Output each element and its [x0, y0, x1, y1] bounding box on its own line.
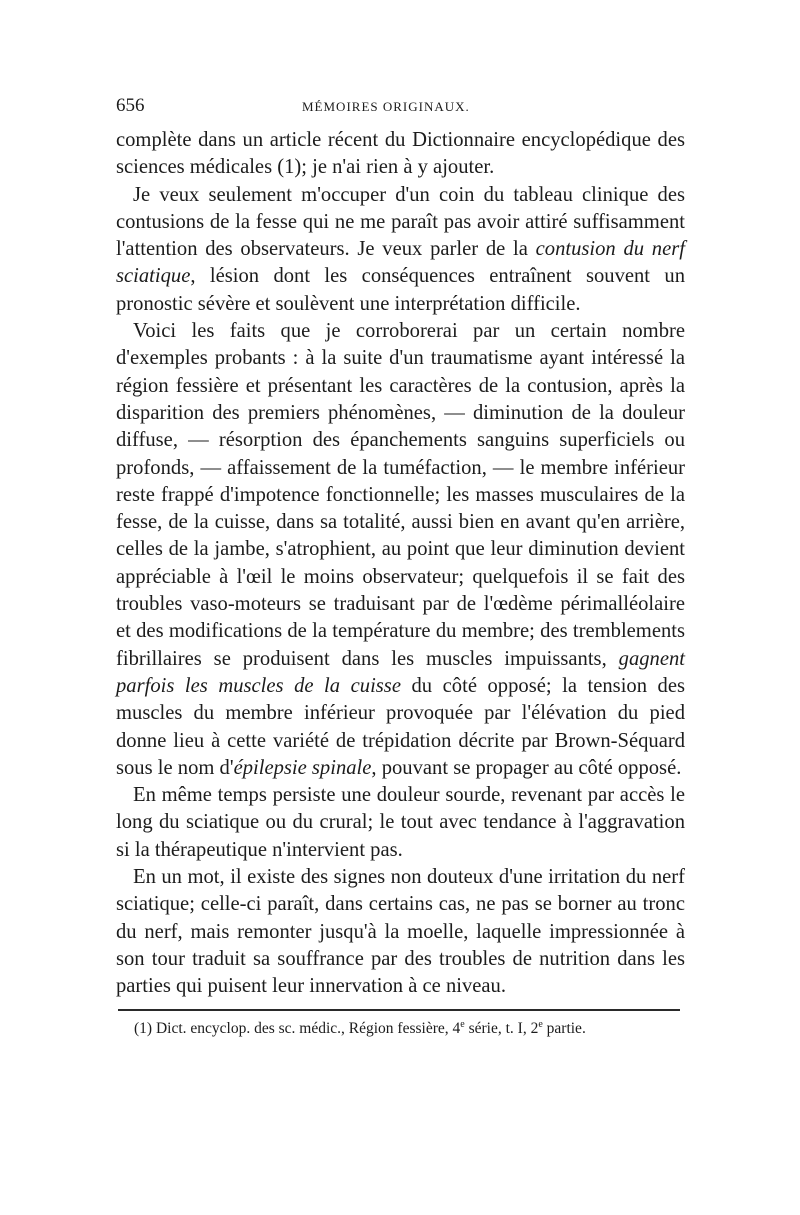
running-head [116, 95, 685, 125]
emphasis-epilepsie-spinale: épilepsie spinale [233, 756, 372, 779]
footnote: (1) Dict. encyclop. des sc. médic., Région fessière, 4e série, t. I, 2e partie. [134, 1018, 586, 1037]
emphasis-gagnent-parfois: gagnent parfois les muscles de la cuisse [116, 647, 685, 697]
footnote-rule [118, 1009, 680, 1011]
page-number: 656 [116, 95, 145, 116]
emphasis-contusion-nerf-sciatique: contusion du nerf sciatique [116, 238, 685, 288]
paragraph-3: Voici les faits que je corroborerai par un certain nombre d'exemples probants : à la suite d'un traumatisme ayant intéressé la région fessière et présentant les caractères de la contusion, après la disparition des premiers phénomènes, — diminution de la douleur diffuse, — résorption des épanchements sanguins superficiels ou profonds, — affaissement de la tuméfaction, — le membre inférieur reste frappé d'impotence fonctionnelle; les masses musculaires de la fesse, de la cuisse, dans sa totalité, aussi bien en avant qu'en arrière, celles de la jambe, s'atrophient, au point que leur diminution devient appréciable à l'œil le moins observateur; quelquefois il se fait des troubles vaso-moteurs se traduisant par de l'œdème périmalléolaire et des modifications de la température du membre; des tremblements fibrillaires se produisent dans les muscles impuissants, gagnent parfois les muscles de la cuisse du côté opposé; la tension des muscles du membre inférieur provoquée par l'élévation du pied donne lieu à cette variété de trépidation décrite par Brown-Séquard sous le nom d'épilepsie spinale, pouvant se propager au côté opposé. [116, 320, 686, 779]
paragraph-1: complète dans un article récent du Dictionnaire encyclopédique des sciences médicales (1); je n'ai rien à y ajouter. [116, 129, 685, 179]
body-text [116, 127, 685, 1001]
book-page [116, 95, 685, 1039]
paragraph-4: En même temps persiste une douleur sourde, revenant par accès le long du sciatique ou du crural; le tout avec tendance à l'aggravation si la thérapeutique n'intervient pas. [116, 784, 685, 861]
footnote-marker: (1) [134, 1019, 153, 1037]
paragraph-5: En un mot, il existe des signes non douteux d'une irritation du nerf sciatique; celle-ci paraît, dans certains cas, ne pas se borner au tronc du nerf, mais remonter jusqu'à la moelle, laquelle impressionnée à son tour traduit sa souffrance par des troubles de nutrition dans les parties qui puisent leur innervation à ce niveau. [116, 866, 685, 998]
paragraph-2: Je veux seulement m'occuper d'un coin du tableau clinique des contusions de la fesse qui ne me paraît pas avoir attiré suffisamment l'attention des observateurs. Je veux parler de la contusion du nerf sciatique, lésion dont les conséquences entraînent souvent un pronostic sévère et soulèvent une interprétation difficile. [116, 183, 685, 315]
running-title: MÉMOIRES ORIGINAUX. [302, 99, 470, 114]
